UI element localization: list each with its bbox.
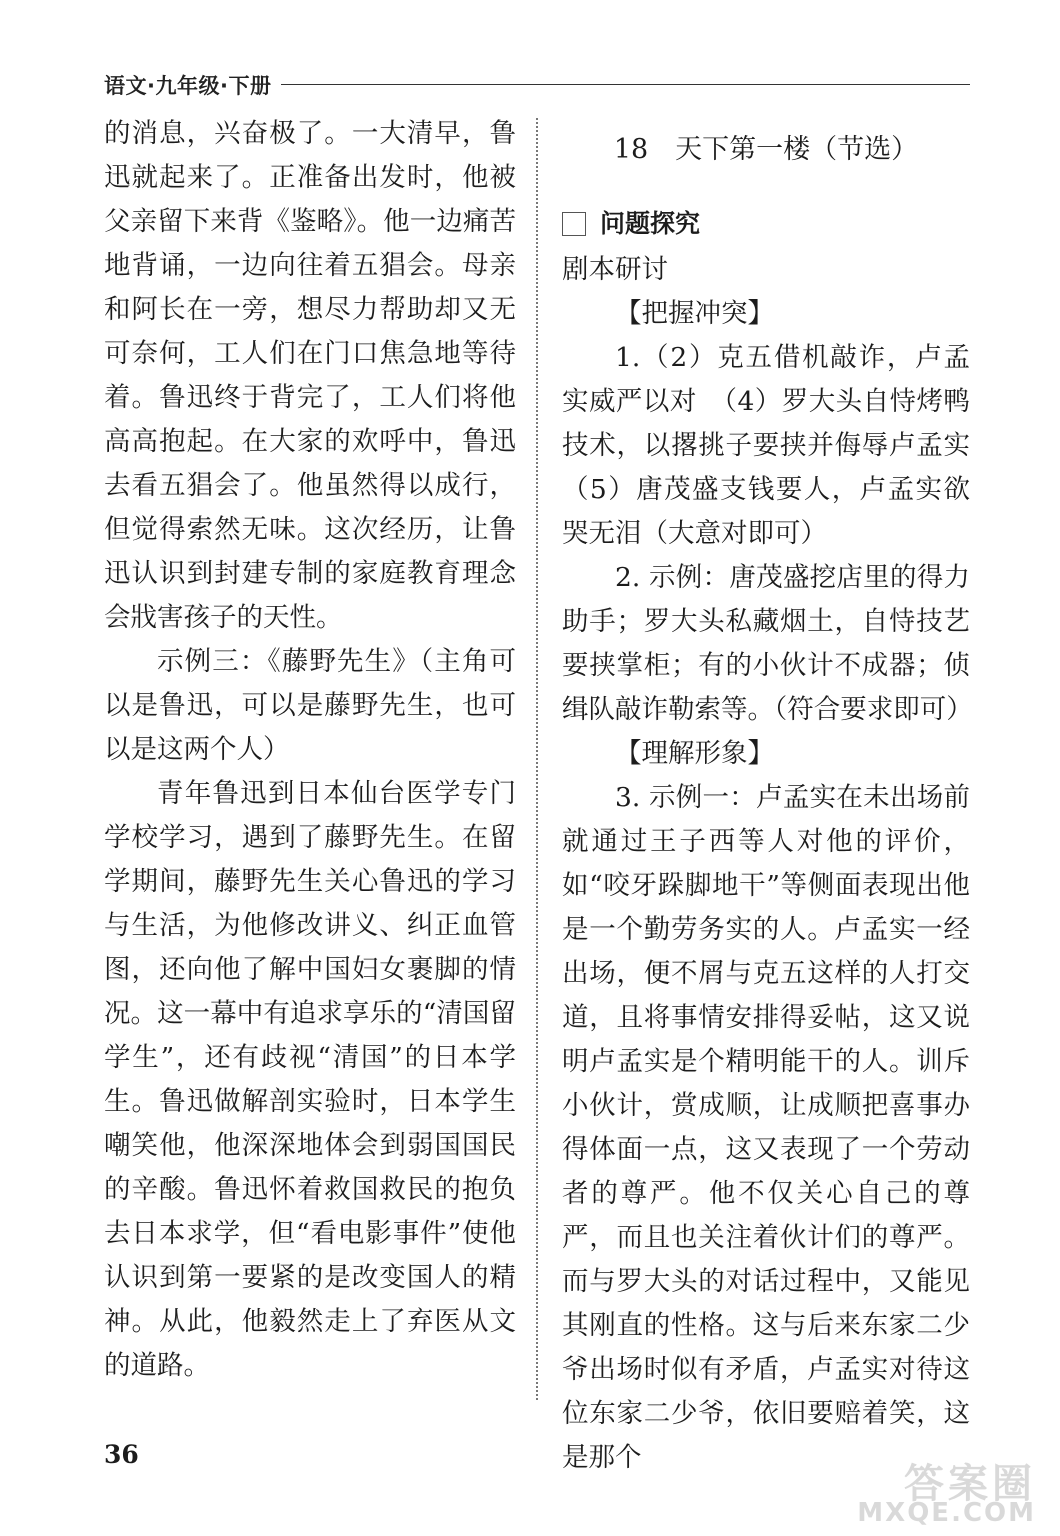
subheading: 剧本研讨 xyxy=(562,254,668,285)
paragraph: 的消息，兴奋极了。一大清早，鲁迅就起来了。正准备出发时，他被父亲留下来背《鉴略》。他一边痛苦地背诵，一边向往着五猖会。母亲和阿长在一旁，想尽力帮助却又无可奈何，工人们在门口焦急地等待着。鲁迅终于背完了，工人们将他高高抱起。在大家的欢呼中，鲁迅去看五猖会了。他虽然得以成行，但觉得索然无味。这次经历，让鲁迅认识到封建专制的家庭教育理念会戕害孩子的天性。 xyxy=(104,118,516,633)
page-number: 36 xyxy=(104,1440,139,1469)
answer-3: 3. 示例一：卢孟实在未出场前就通过王子西等人对他的评价，如“咬牙跺脚地干”等侧面表现出他是一个勤劳务实的人。卢孟实一经出场，便不屑与克五这样的人打交道，且将事情安排得妥帖，这又说明卢孟实是个精明能干的人。训斥小伙计，赏成顺，让成顺把喜事办得体面一点，这又表现了一个劳动者的尊严。他不仅关心自己的尊严，而且也关注着伙计们的尊严。而与罗大头的对话过程中，又能见其刚直的性格。这与后来东家二少爷出场时似有矛盾，卢孟实对待这位东家二少爷，依旧要赔着笑，这是那个 xyxy=(562,782,970,1473)
section-heading-label: 问题探究 xyxy=(600,209,701,238)
watermark-text: 答案圈 xyxy=(904,1461,1036,1507)
paragraph: 示例三：《藤野先生》（主角可以是鲁迅，可以是藤野先生，也可以是这两个人） xyxy=(104,646,516,765)
lesson-title: 18 天下第一楼（节选） xyxy=(613,134,919,165)
answer-2: 2. 示例：唐茂盛挖店里的得力助手；罗大头私藏烟土，自恃技艺要挟掌柜；有的小伙计不成器；侦缉队敲诈勒索等。（符合要求即可） xyxy=(562,562,973,725)
running-head: 语文·九年级·下册 xyxy=(104,70,281,100)
watermark-logo xyxy=(844,1452,1044,1528)
paragraph: 青年鲁迅到日本仙台医学专门学校学习，遇到了藤野先生。在留学期间，藤野先生关心鲁迅的学习与生活，为他修改讲义、纠正血管图，还向他了解中国妇女裹脚的情况。这一幕中有追求享乐的“清国留学生”，还有歧视“清国”的日本学生。鲁迅做解剖实验时，日本学生嘲笑他，他深深地体会到弱国国民的辛酸。鲁迅怀着救国救民的抱负去日本求学，但“看电影事件”使他认识到第一要紧的是改变国人的精神。从此，他毅然走上了弃医从文的道路。 xyxy=(104,778,516,1381)
answer-1: 1.（2）克五借机敲诈，卢孟实威严以对 （4）罗大头自恃烤鸭技术，以撂挑子要挟并侮辱卢孟实（5）唐茂盛支钱要人，卢孟实欲哭无泪（大意对即可） xyxy=(562,342,970,549)
tag-conflict: 【把握冲突】 xyxy=(615,298,774,329)
right-column xyxy=(562,130,973,1480)
left-column xyxy=(104,112,516,1388)
watermark-subtext: MXQE.COM xyxy=(857,1498,1036,1528)
column-divider xyxy=(536,118,538,1400)
section-box-icon xyxy=(562,212,586,236)
tag-image: 【理解形象】 xyxy=(615,738,774,769)
section-heading xyxy=(562,200,970,248)
